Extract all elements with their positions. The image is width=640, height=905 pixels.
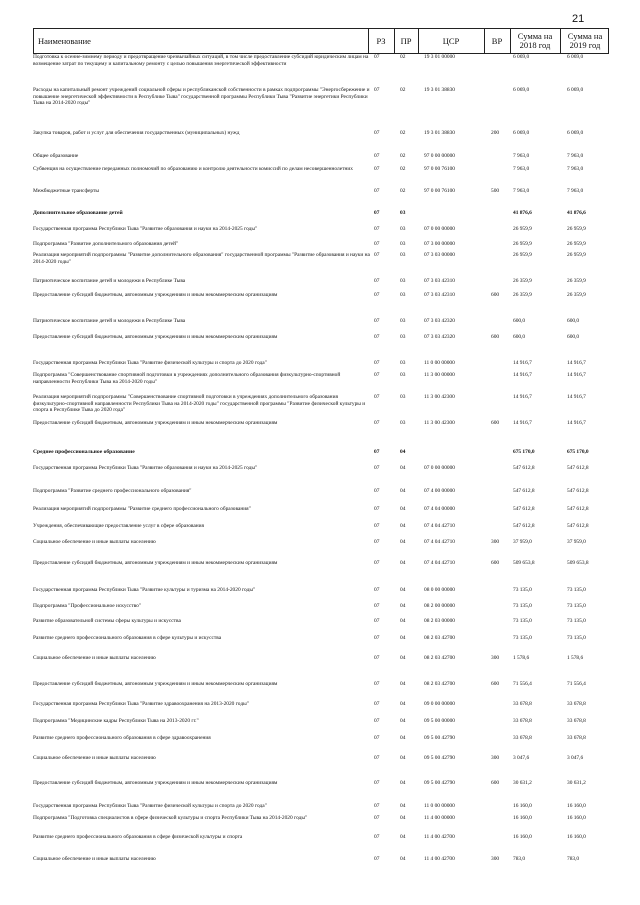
row-sum-2019: 33 678,8 [567,735,586,741]
row-sum-2019: 14 916,7 [567,420,586,426]
row-rz: 07 [374,153,380,159]
row-name: Субвенция на осуществление переданных полномочий по образованию и контролю деятельности комиссий по делам несовершеннолетних [33,166,353,172]
row-rz: 07 [374,278,380,284]
row-sum-2018: 41 876,6 [513,210,532,216]
row-name: Предоставление субсидий бюджетным, автономным учреждениям и иным некоммерческим организациям [33,292,278,298]
row-sum-2018: 26 359,9 [513,278,532,284]
header-pr: ПР [400,35,412,46]
row-rz: 07 [374,54,380,60]
row-csr: 07 4 04 42710 [424,523,455,529]
row-name: Реализация мероприятий подпрограммы "Развитие среднего профессионального образования" [33,506,251,512]
row-sum-2019: 26 959,9 [567,252,586,258]
row-rz: 07 [374,292,380,298]
row-name: Развитие среднего профессионального образования в сфере культуры и искусства [33,635,222,641]
row-sum-2018: 26 959,9 [513,252,532,258]
row-csr: 11 4 00 42700 [424,834,455,840]
row-rz: 07 [374,701,380,707]
row-sum-2018: 30 631,2 [513,780,532,786]
row-name: Государственная программа Республики Тыва "Развитие физической культуры и спорта до 2020 года" [33,360,267,366]
row-name: Предоставление субсидий бюджетным, автономным учреждениям и иным некоммерческим организациям [33,334,278,340]
row-sum-2019: 33 678,8 [567,718,586,724]
row-rz: 07 [374,603,380,609]
row-csr: 11 4 00 00000 [424,815,455,821]
row-sum-2019: 14 916,7 [567,372,586,378]
row-sum-2018: 73 135,0 [513,587,532,593]
row-sum-2019: 547 612,8 [567,523,589,529]
row-name: Реализация мероприятий подпрограммы "Развитие дополнительного образования" государственной программы "Развитие образования и науки на 2014-2020 годы" [33,252,370,265]
row-sum-2018: 26 359,9 [513,292,532,298]
row-sum-2019: 6 069,0 [567,87,584,93]
row-sum-2019: 675 170,0 [567,449,589,455]
row-sum-2019: 73 135,0 [567,587,586,593]
row-rz: 07 [374,241,380,247]
row-sum-2019: 41 876,6 [567,210,586,216]
row-rz: 07 [374,803,380,809]
row-rz: 07 [374,130,380,136]
row-vr: 600 [491,780,500,786]
row-sum-2019: 26 959,9 [567,241,586,247]
row-pr: 03 [400,334,406,340]
row-sum-2019: 16 160,0 [567,834,586,840]
row-pr: 02 [400,130,406,136]
row-rz: 07 [374,635,380,641]
row-csr: 09 5 00 42790 [424,755,455,761]
header-name: Наименование [38,36,91,46]
row-name: Реализация мероприятий подпрограммы "Совершенствование спортивной подготовки в учреждениях дополнительного образования физкультурно-спортивной направленности Республики Тыва на 2014-2020 годы" государственной программы "Развитие физической культуры и спорта в Республике Тыва до 2020 года" [33,394,366,414]
row-pr: 04 [400,635,406,641]
row-sum-2018: 1 578,6 [513,655,530,661]
row-rz: 07 [374,372,380,378]
row-rz: 07 [374,834,380,840]
row-sum-2018: 547 612,8 [513,465,535,471]
header-rz: РЗ [376,35,386,46]
row-pr: 03 [400,394,406,400]
row-sum-2019: 16 160,0 [567,803,586,809]
row-rz: 07 [374,655,380,661]
row-sum-2018: 14 916,7 [513,394,532,400]
row-sum-2018: 14 916,7 [513,360,532,366]
row-pr: 04 [400,539,406,545]
row-sum-2019: 26 359,9 [567,278,586,284]
row-csr: 08 2 03 42700 [424,635,455,641]
row-name: Развитие среднего профессионального образования в сфере здравоохранения [33,735,211,741]
row-pr: 04 [400,718,406,724]
row-csr: 97 0 00 76100 [424,188,455,194]
row-rz: 07 [374,735,380,741]
row-pr: 04 [400,701,406,707]
row-sum-2018: 7 963,0 [513,166,530,172]
row-csr: 07 3 00 00000 [424,241,455,247]
row-pr: 04 [400,618,406,624]
row-sum-2019: 783,0 [567,856,580,862]
row-csr: 07 3 03 00000 [424,252,455,258]
row-csr: 11 3 00 42300 [424,394,455,400]
row-rz: 07 [374,618,380,624]
row-sum-2018: 73 135,0 [513,618,532,624]
row-name: Социальное обеспечение и иные выплаты населению [33,755,156,761]
row-csr: 11 3 00 42300 [424,420,455,426]
row-sum-2019: 71 556,4 [567,681,586,687]
row-sum-2018: 600,0 [513,318,526,324]
row-sum-2019: 16 160,0 [567,815,586,821]
row-pr: 04 [400,655,406,661]
row-sum-2018: 7 963,0 [513,188,530,194]
row-csr: 07 3 03 42310 [424,292,455,298]
row-name: Государственная программа Республики Тыва "Развитие здравоохранения на 2013-2020 годы" [33,701,249,707]
row-csr: 08 2 03 00000 [424,618,455,624]
header-sum-2019: Сумма на 2019 год [567,31,603,50]
row-pr: 03 [400,318,406,324]
row-csr: 11 4 00 42700 [424,856,455,862]
row-sum-2018: 16 160,0 [513,803,532,809]
row-vr: 600 [491,560,500,566]
row-csr: 08 2 03 42700 [424,655,455,661]
row-vr: 200 [491,130,500,136]
row-rz: 07 [374,360,380,366]
row-pr: 03 [400,292,406,298]
row-pr: 02 [400,188,406,194]
row-name: Подпрограмма "Медицинские кадры Республики Тыва на 2013-2020 гг." [33,718,199,724]
row-rz: 07 [374,226,380,232]
row-pr: 03 [400,241,406,247]
row-rz: 07 [374,465,380,471]
row-csr: 97 0 00 00000 [424,153,455,159]
row-csr: 07 4 04 42710 [424,560,455,566]
row-rz: 07 [374,449,380,455]
row-name: Социальное обеспечение и иные выплаты населению [33,856,156,862]
row-vr: 300 [491,655,500,661]
row-sum-2018: 509 653,8 [513,560,535,566]
row-sum-2018: 6 069,0 [513,130,530,136]
row-name: Государственная программа Республики Тыва "Развитие физической культуры и спорта до 2020 года" [33,803,267,809]
row-csr: 07 3 03 42310 [424,278,455,284]
row-pr: 02 [400,153,406,159]
row-sum-2019: 73 135,0 [567,603,586,609]
row-sum-2018: 14 916,7 [513,372,532,378]
row-pr: 03 [400,210,406,216]
row-sum-2019: 547 612,8 [567,506,589,512]
row-sum-2018: 71 556,4 [513,681,532,687]
row-rz: 07 [374,166,380,172]
row-sum-2019: 6 069,0 [567,54,584,60]
row-csr: 19 3 01 00000 [424,54,455,60]
row-vr: 600 [491,334,500,340]
row-sum-2018: 600,0 [513,334,526,340]
row-vr: 600 [491,681,500,687]
row-sum-2019: 547 612,8 [567,488,589,494]
row-pr: 03 [400,420,406,426]
row-rz: 07 [374,252,380,258]
row-sum-2018: 33 678,8 [513,718,532,724]
row-sum-2018: 3 047,6 [513,755,530,761]
page-number: 21 [572,13,585,25]
row-csr: 19 3 01 38830 [424,87,455,93]
row-name: Предоставление субсидий бюджетным, автономным учреждениям и иным некоммерческим организациям [33,681,278,687]
row-csr: 07 4 04 42710 [424,539,455,545]
row-sum-2019: 1 578,6 [567,655,584,661]
row-csr: 07 4 04 00000 [424,506,455,512]
row-csr: 97 0 00 76100 [424,166,455,172]
header-csr: ЦСР [442,35,460,46]
row-rz: 07 [374,815,380,821]
row-csr: 07 3 03 42320 [424,334,455,340]
row-sum-2018: 73 135,0 [513,635,532,641]
row-rz: 07 [374,210,380,216]
row-name: Закупка товаров, работ и услуг для обеспечения государственных (муниципальных) нужд [33,130,240,136]
row-pr: 04 [400,803,406,809]
row-csr: 07 0 00 00000 [424,226,455,232]
row-sum-2018: 37 959,0 [513,539,532,545]
row-name: Общее образование [33,153,79,159]
row-csr: 08 2 03 42700 [424,681,455,687]
row-name: Подпрограмма "Развитие среднего профессионального образования" [33,488,192,494]
row-sum-2018: 73 135,0 [513,603,532,609]
row-name: Подпрограмма "Развитие дополнительного образования детей" [33,241,179,247]
row-rz: 07 [374,488,380,494]
row-pr: 04 [400,681,406,687]
row-sum-2018: 26 959,9 [513,241,532,247]
row-csr: 09 0 00 00000 [424,701,455,707]
row-name: Государственная программа Республики Тыва "Развитие образования и науки на 2014-2025 годы" [33,465,258,471]
row-sum-2019: 6 069,0 [567,130,584,136]
row-sum-2019: 3 047,6 [567,755,584,761]
row-pr: 04 [400,465,406,471]
row-csr: 08 0 00 00000 [424,587,455,593]
row-pr: 02 [400,54,406,60]
row-pr: 04 [400,488,406,494]
row-sum-2018: 33 678,8 [513,701,532,707]
row-sum-2019: 26 959,9 [567,226,586,232]
row-csr: 11 3 00 00000 [424,372,455,378]
row-rz: 07 [374,394,380,400]
row-csr: 09 5 00 42790 [424,780,455,786]
row-sum-2018: 675 170,0 [513,449,535,455]
row-sum-2018: 6 069,0 [513,54,530,60]
row-csr: 09 5 00 42790 [424,735,455,741]
row-pr: 04 [400,560,406,566]
row-sum-2018: 547 612,8 [513,506,535,512]
row-vr: 300 [491,755,500,761]
row-name: Расходы на капитальный ремонт учреждений социальной сферы и республиканской собственности в рамках подпрограммы "Энергосбережение и повышение энергетической эффективности в Республике Тыва" государственной программы Республики Тыва "Развитие энергетики Республики Тыва на 2014-2020 годы" [33,87,370,107]
row-name: Социальное обеспечение и иные выплаты населению [33,655,156,661]
header-vr: ВР [491,35,503,46]
row-pr: 03 [400,278,406,284]
row-name: Предоставление субсидий бюджетным, автономным учреждениям и иным некоммерческим организациям [33,560,278,566]
row-sum-2018: 7 963,0 [513,153,530,159]
row-pr: 03 [400,372,406,378]
row-pr: 03 [400,226,406,232]
row-sum-2018: 547 612,8 [513,488,535,494]
row-sum-2019: 509 653,8 [567,560,589,566]
row-sum-2019: 37 959,0 [567,539,586,545]
row-pr: 04 [400,856,406,862]
row-sum-2019: 14 916,7 [567,394,586,400]
row-pr: 04 [400,735,406,741]
row-name: Предоставление субсидий бюджетным, автономным учреждениям и иным некоммерческим организациям [33,780,278,786]
row-sum-2019: 600,0 [567,318,580,324]
row-csr: 07 3 03 42320 [424,318,455,324]
row-rz: 07 [374,523,380,529]
row-csr: 07 0 00 00000 [424,465,455,471]
row-rz: 07 [374,718,380,724]
row-vr: 500 [491,188,500,194]
table-header [33,28,609,54]
row-pr: 04 [400,449,406,455]
row-name: Подготовка к осенне-зимнему периоду и предотвращение чрезвычайных ситуаций, в том числе предоставление субсидий юридическим лицам на возмещение затрат по текущему и капитальному ремонту с целью повышения энергетической эффективности [33,54,369,67]
row-csr: 19 3 01 38830 [424,130,455,136]
row-pr: 04 [400,603,406,609]
row-sum-2019: 26 359,9 [567,292,586,298]
row-name: Учреждения, обеспечивающие предоставление услуг в сфере образования [33,523,205,529]
row-name: Подпрограмма "Подготовка специалистов в сфере физической культуры и спорта Республики Тыва на 2014-2020 годы" [33,815,308,821]
row-name: Развитие среднего профессионального образования в сфере физической культуры и спорта [33,834,243,840]
row-pr: 04 [400,506,406,512]
row-rz: 07 [374,87,380,93]
row-rz: 07 [374,560,380,566]
row-name: Среднее профессиональное образование [33,449,135,455]
row-pr: 03 [400,252,406,258]
row-pr: 04 [400,815,406,821]
row-pr: 04 [400,587,406,593]
row-name: Межбюджетные трансферты [33,188,99,194]
row-sum-2018: 547 612,8 [513,523,535,529]
row-csr: 11 0 00 00000 [424,803,455,809]
row-sum-2018: 16 160,0 [513,815,532,821]
row-vr: 300 [491,539,500,545]
row-vr: 600 [491,420,500,426]
row-rz: 07 [374,539,380,545]
row-csr: 07 4 00 00000 [424,488,455,494]
row-name: Предоставление субсидий бюджетным, автономным учреждениям и иным некоммерческим организациям [33,420,278,426]
row-pr: 02 [400,166,406,172]
row-rz: 07 [374,334,380,340]
row-sum-2019: 7 963,0 [567,188,584,194]
row-sum-2018: 14 916,7 [513,420,532,426]
row-sum-2018: 33 678,8 [513,735,532,741]
row-sum-2019: 14 916,7 [567,360,586,366]
row-pr: 02 [400,87,406,93]
row-vr: 600 [491,292,500,298]
row-sum-2019: 73 135,0 [567,618,586,624]
row-name: Подпрограмма "Профессиональное искусство" [33,603,142,609]
row-pr: 04 [400,780,406,786]
row-pr: 04 [400,834,406,840]
row-sum-2018: 16 160,0 [513,834,532,840]
row-sum-2019: 30 631,2 [567,780,586,786]
row-pr: 04 [400,523,406,529]
row-name: Развитие образовательной системы сферы культуры и искусства [33,618,181,624]
row-rz: 07 [374,755,380,761]
row-sum-2018: 6 069,0 [513,87,530,93]
row-pr: 04 [400,755,406,761]
row-sum-2019: 7 963,0 [567,153,584,159]
row-csr: 08 2 00 00000 [424,603,455,609]
row-rz: 07 [374,318,380,324]
row-name: Подпрограмма "Совершенствование спортивной подготовки в учреждениях дополнительного образования физкультурно-спортивной направленности Республики Тыва на 2014-2020 годы" [33,372,341,385]
row-sum-2019: 600,0 [567,334,580,340]
row-name: Патриотическое воспитание детей и молодежи в Республике Тыва [33,278,186,284]
row-sum-2018: 783,0 [513,856,526,862]
row-rz: 07 [374,420,380,426]
row-csr: 09 5 00 00000 [424,718,455,724]
row-rz: 07 [374,681,380,687]
row-name: Социальное обеспечение и иные выплаты населению [33,539,156,545]
row-csr: 11 0 00 00000 [424,360,455,366]
row-sum-2019: 33 678,8 [567,701,586,707]
header-sum-2018: Сумма на 2018 год [517,31,553,50]
row-rz: 07 [374,780,380,786]
row-name: Патриотическое воспитание детей и молодежи в Республике Тыва [33,318,186,324]
row-vr: 300 [491,856,500,862]
row-sum-2019: 547 612,8 [567,465,589,471]
row-rz: 07 [374,856,380,862]
row-sum-2019: 7 963,0 [567,166,584,172]
row-name: Государственная программа Республики Тыва "Развитие образования и науки на 2014-2025 годы" [33,226,258,232]
row-name: Государственная программа Республики Тыва "Развитие культуры и туризма на 2014-2020 годы" [33,587,256,593]
row-name: Дополнительное образование детей [33,210,123,216]
row-rz: 07 [374,506,380,512]
row-rz: 07 [374,587,380,593]
row-sum-2018: 26 959,9 [513,226,532,232]
row-sum-2019: 73 135,0 [567,635,586,641]
row-rz: 07 [374,188,380,194]
row-pr: 03 [400,360,406,366]
